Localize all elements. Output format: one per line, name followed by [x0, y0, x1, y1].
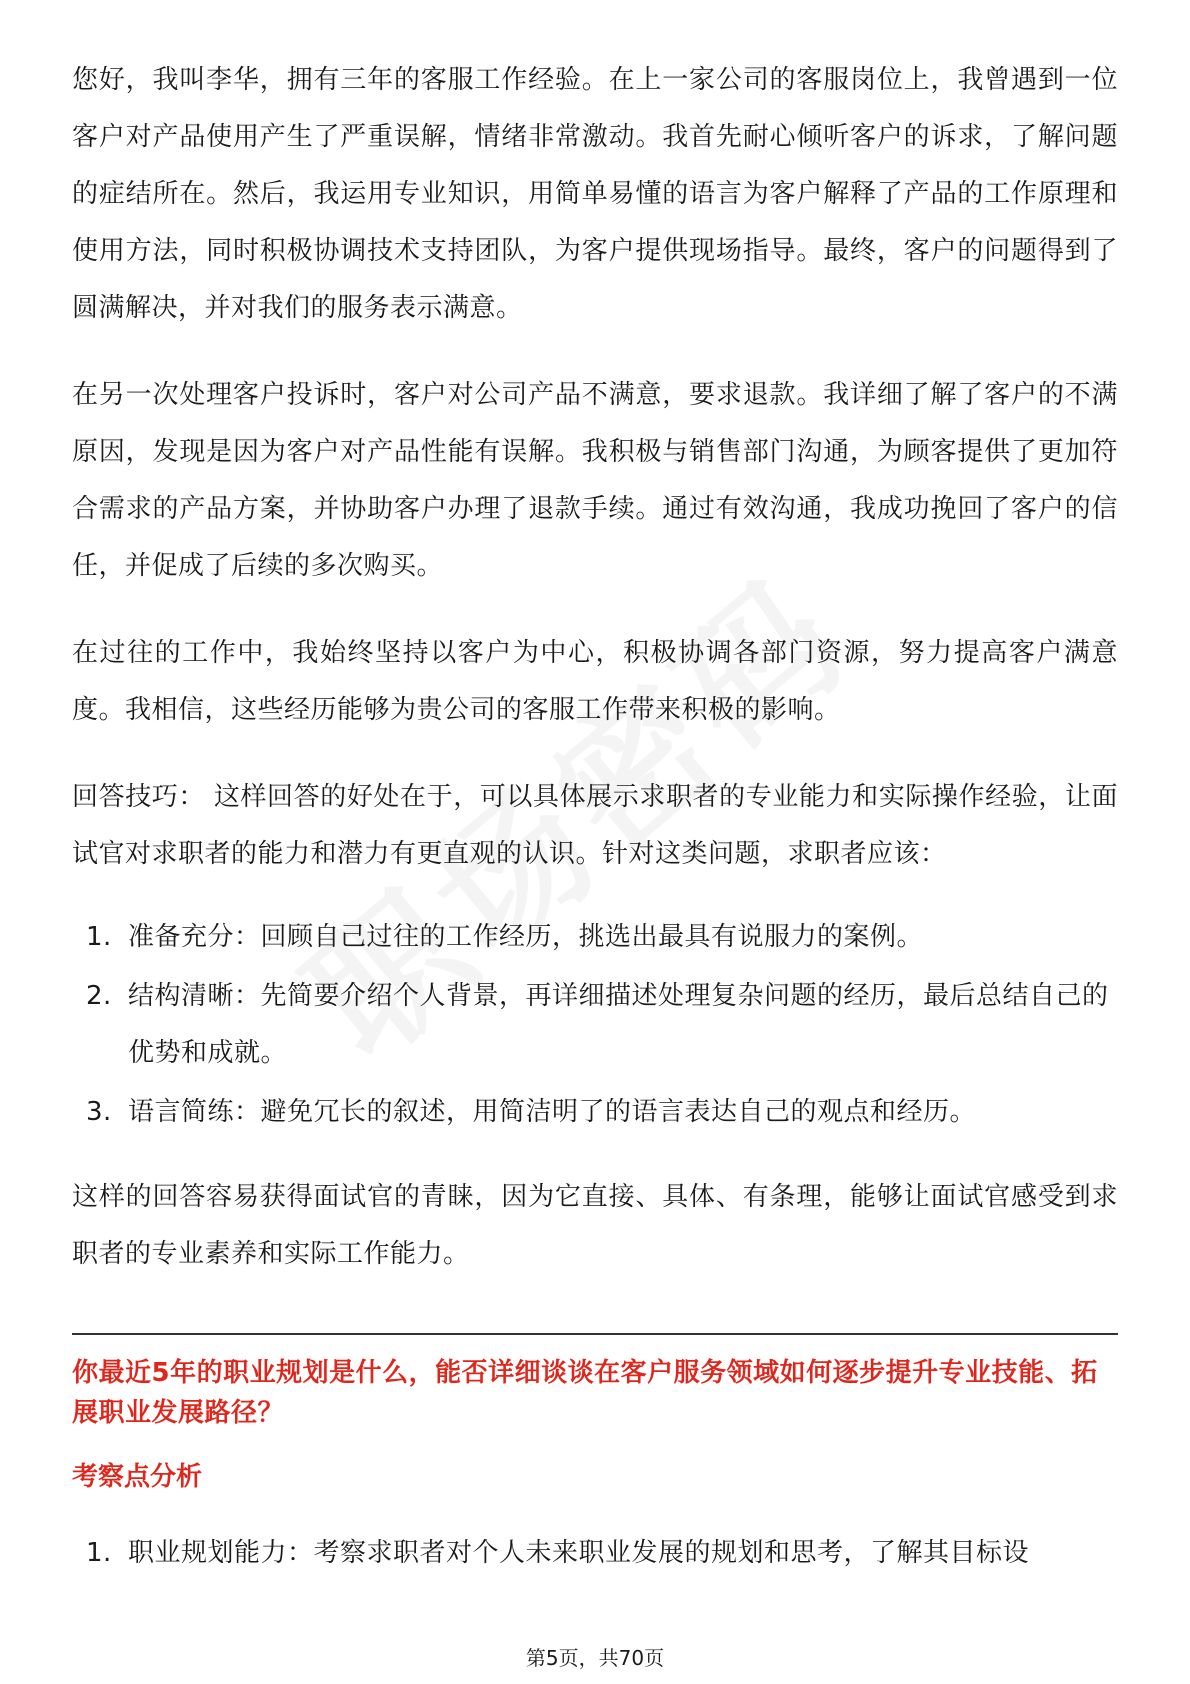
list-item [72, 909, 1118, 966]
body-paragraph-2: 在另一次处理客户投诉时，客户对公司产品不满意，要求退款。我详细了解了客户的不满原因，发现是因为客户对产品性能有误解。我积极与销售部门沟通，为顾客提供了更加符合需求的产品方案，并协助客户办理了退款手续。通过有效沟通，我成功挽回了客户的信任，并促成了后续的多次购买。 [72, 380, 1118, 581]
list-item-number: 3. [86, 1097, 112, 1127]
analysis-list [72, 1525, 1118, 1582]
list-item [72, 968, 1118, 1082]
answer-tip-paragraph: 回答技巧： 这样回答的好处在于，可以具体展示求职者的专业能力和实际操作经验，让面试官对求职者的能力和潜力有更直观的认识。针对这类问题，求职者应该： [72, 782, 1118, 869]
list-item-text: 语言简练：避免冗长的叙述，用简洁明了的语言表达自己的观点和经历。 [128, 1097, 977, 1127]
list-item [72, 1525, 1118, 1582]
list-item-number: 1. [86, 922, 112, 952]
list-item [72, 1084, 1118, 1141]
closing-paragraph: 这样的回答容易获得面试官的青睐，因为它直接、具体、有条理，能够让面试官感受到求职者的专业素养和实际工作能力。 [72, 1182, 1118, 1269]
list-item-text: 准备充分：回顾自己过往的工作经历，挑选出最具有说服力的案例。 [128, 922, 924, 952]
analysis-heading: 考察点分析 [72, 1462, 203, 1492]
document-page [72, 52, 1118, 1582]
list-item-text: 结构清晰：先简要介绍个人背景，再详细描述处理复杂问题的经历，最后总结自己的优势和成就。 [128, 981, 1109, 1068]
section-divider [72, 1333, 1118, 1335]
list-item-text: 职业规划能力：考察求职者对个人未来职业发展的规划和思考，了解其目标设 [128, 1538, 1030, 1568]
page-number-footer: 第5页，共70页 [525, 1646, 665, 1670]
body-paragraph-1: 您好，我叫李华，拥有三年的客服工作经验。在上一家公司的客服岗位上，我曾遇到一位客户对产品使用产生了严重误解，情绪非常激动。我首先耐心倾听客户的诉求，了解问题的症结所在。然后，我运用专业知识，用简单易懂的语言为客户解释了产品的工作原理和使用方法，同时积极协调技术支持团队，为客户提供现场指导。最终，客户的问题得到了圆满解决，并对我们的服务表示满意。 [72, 65, 1118, 323]
list-item-number: 1. [86, 1538, 112, 1568]
body-paragraph-3: 在过往的工作中，我始终坚持以客户为中心，积极协调各部门资源，努力提高客户满意度。我相信，这些经历能够为贵公司的客服工作带来积极的影响。 [72, 638, 1118, 725]
tip-steps-list [72, 909, 1118, 1141]
list-item-number: 2. [86, 981, 112, 1011]
question-heading: 你最近5年的职业规划是什么，能否详细谈谈在客户服务领域如何逐步提升专业技能、拓展职业发展路径？ [72, 1358, 1098, 1428]
